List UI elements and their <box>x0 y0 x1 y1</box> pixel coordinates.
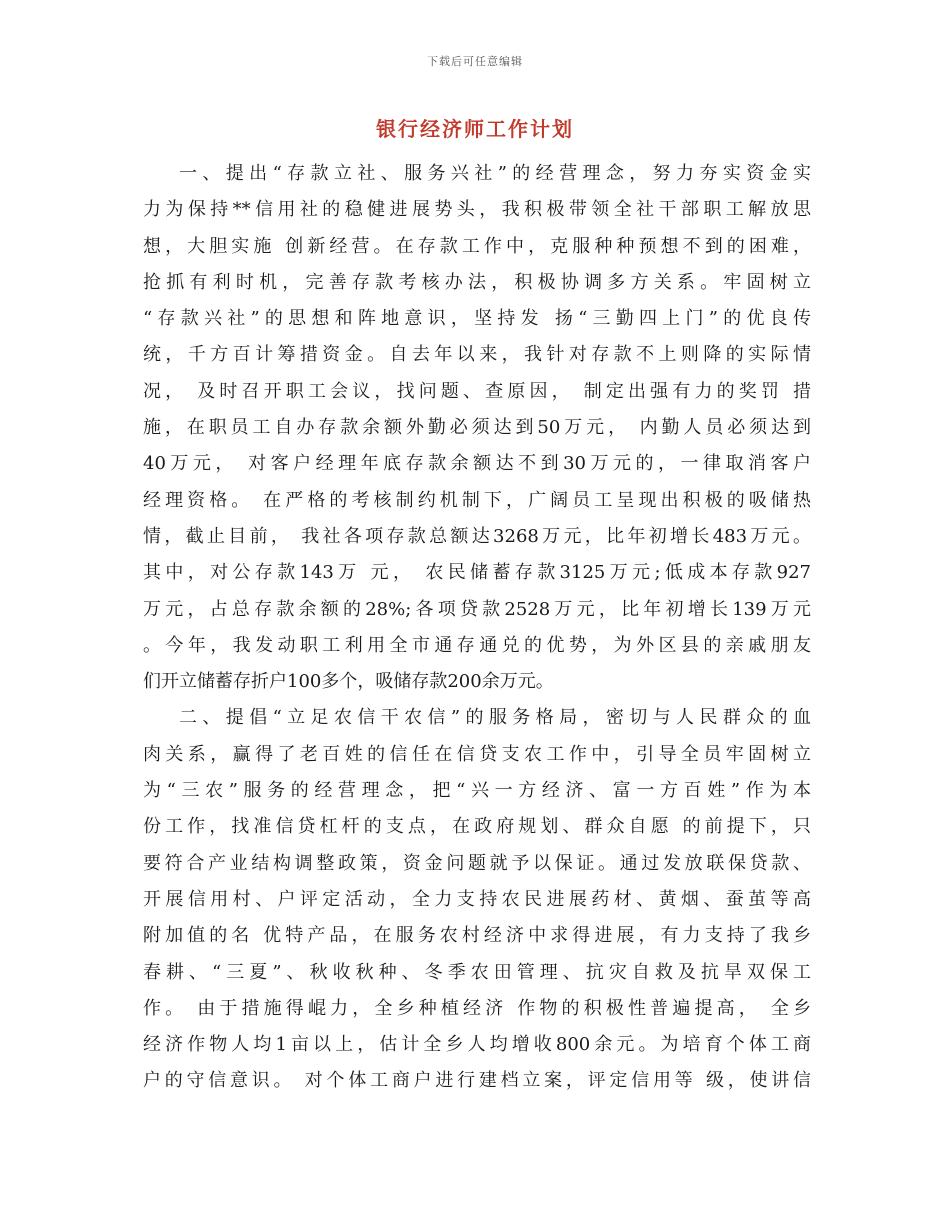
text-line: 40万元， 对客户经理年底存款余额达不到30万元的，一律取消客户 <box>143 453 811 475</box>
document-title: 银行经济师工作计划 <box>376 117 574 141</box>
text-line: 统，千方百计筹措资金。自去年以来，我针对存款不上则降的实际情 <box>143 344 811 366</box>
text-line: 为“三农”服务的经营理念，把“兴一方经济、富一方百姓”作为本 <box>143 780 811 802</box>
text-line: 肉关系，赢得了老百姓的信任在信贷支农工作中，引导全员牢固树立 <box>143 743 811 765</box>
text-line: 其中，对公存款143万 元， 农民储蓄存款3125万元;低成本存款927 <box>143 562 811 584</box>
text-line: 。今年，我发动职工利用全市通存通兑的优势，为外区县的亲戚朋友 <box>143 634 811 656</box>
text-line: 份工作，找准信贷杠杆的支点，在政府规划、群众自愿 的前提下，只 <box>143 816 811 838</box>
text-line: “存款兴社”的思想和阵地意识，坚持发 扬“三勤四上门”的优良传 <box>143 308 811 330</box>
text-line: 开展信用村、户评定活动，全力支持农民进展药材、黄烟、蚕茧等高 <box>143 888 811 910</box>
text-line: 二、提倡“立足农信干农信”的服务格局，密切与人民群众的血 <box>179 707 811 729</box>
page-header: 下载后可任意编辑 <box>427 55 523 68</box>
text-line: 施，在职员工自办存款余额外勤必须达到50万元， 内勤人员必须达到 <box>143 417 811 439</box>
text-line: 春耕、“三夏”、秋收秋种、冬季农田管理、抗灾自救及抗旱双保工 <box>143 961 811 983</box>
text-line: 况， 及时召开职工会议，找问题、查原因， 制定出强有力的奖罚 措 <box>143 380 811 402</box>
text-line: 一、提出“存款立社、服务兴社”的经营理念，努力夯实资金实 <box>179 163 811 184</box>
document-body <box>143 156 811 1100</box>
text-line: 经济作物人均1亩以上，估计全乡人均增收800余元。为培育个体工商 <box>143 1034 811 1056</box>
text-line: 们开立储蓄存折户100多个，吸储存款200余万元。 <box>143 671 554 693</box>
text-line: 抢抓有利时机，完善存款考核办法，积极协调多方关系。牢固树立 <box>143 271 811 293</box>
text-line: 附加值的名 优特产品，在服务农村经济中求得进展，有力支持了我乡 <box>143 925 811 947</box>
text-line: 力为保持**信用社的稳健进展势头，我积极带领全社干部职工解放思 <box>143 199 811 221</box>
text-line: 作。 由于措施得崐力，全乡种植经济 作物的积极性普遍提高， 全乡 <box>143 997 811 1019</box>
text-line: 要符合产业结构调整政策，资金问题就予以保证。通过发放联保贷款、 <box>143 852 811 874</box>
text-line: 经理资格。 在严格的考核制约机制下，广阔员工呈现出积极的吸储热 <box>143 489 811 511</box>
text-line: 户的守信意识。 对个体工商户进行建档立案，评定信用等 级，使讲信 <box>143 1070 811 1092</box>
text-line: 想，大胆实施 创新经营。在存款工作中，克服种种预想不到的困难， <box>143 235 811 257</box>
text-line: 万元，占总存款余额的28%;各项贷款2528万元，比年初增长139万元 <box>143 598 811 620</box>
text-line: 情，截止目前， 我社各项存款总额达3268万元，比年初增长483万元。 <box>143 525 811 547</box>
